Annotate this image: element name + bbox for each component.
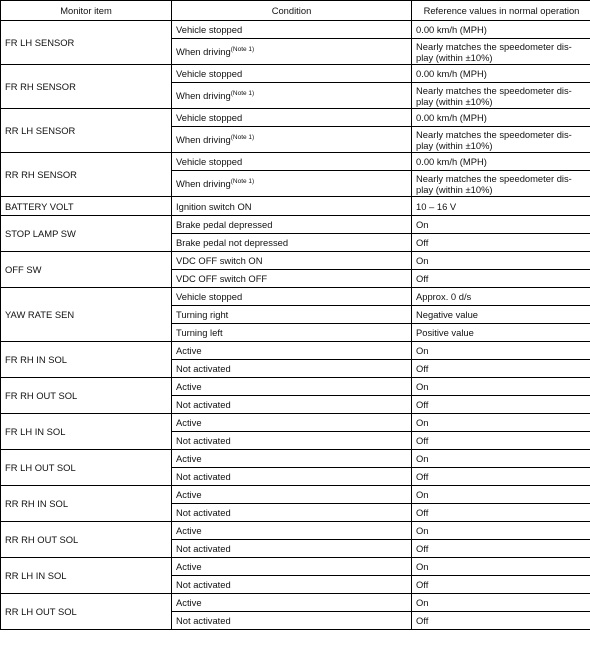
condition-note: (Note 1) (230, 178, 255, 185)
reference-value-cell: Off (412, 432, 590, 450)
header-monitor-item: Monitor item (1, 1, 172, 21)
condition-text: Ignition switch ON (176, 200, 252, 212)
table-row (1, 109, 590, 127)
condition-cell (172, 360, 412, 378)
condition-cell (172, 522, 412, 540)
monitor-item-cell: FR RH OUT SOL (1, 378, 172, 414)
condition-text: Active (176, 489, 202, 500)
table-row (1, 252, 590, 270)
reference-value-cell: On (412, 252, 590, 270)
monitor-item-cell: FR RH SENSOR (1, 65, 172, 109)
condition-cell (172, 83, 412, 109)
condition-cell (172, 306, 412, 324)
reference-value-cell: Off (412, 612, 590, 630)
condition-cell (172, 65, 412, 83)
condition-cell (172, 216, 412, 234)
reference-value-cell: Nearly matches the speedometer dis-play (within ±10%) (412, 171, 590, 197)
condition-text: Not activated (176, 543, 231, 554)
reference-value-cell: 0.00 km/h (MPH) (412, 153, 590, 171)
table-row (1, 558, 590, 576)
reference-value-cell: Nearly matches the speedometer dis-play (within ±10%) (412, 127, 590, 153)
condition-text: Active (176, 417, 202, 428)
condition-text: Not activated (176, 471, 231, 482)
table-row (1, 216, 590, 234)
condition-cell (172, 612, 412, 630)
condition-text: Brake pedal depressed (176, 219, 273, 230)
reference-value-cell: On (412, 414, 590, 432)
condition-cell (172, 153, 412, 171)
condition-cell (172, 109, 412, 127)
reference-value-cell: On (412, 594, 590, 612)
reference-value-cell: Off (412, 396, 590, 414)
condition-cell (172, 252, 412, 270)
condition-text: Active (176, 597, 202, 608)
condition-cell (172, 594, 412, 612)
reference-value-cell: On (412, 216, 590, 234)
condition-text: Active (176, 561, 202, 572)
header-reference-values: Reference values in normal operation (412, 1, 590, 21)
condition-text: When driving (176, 46, 231, 57)
reference-value-cell: 0.00 km/h (MPH) (412, 21, 590, 39)
table-row (1, 197, 590, 216)
reference-value-cell: Off (412, 576, 590, 594)
reference-value-cell: Off (412, 504, 590, 522)
condition-text: Not activated (176, 435, 231, 446)
table-row (1, 378, 590, 396)
monitor-item-cell: RR LH SENSOR (1, 109, 172, 153)
condition-cell (172, 197, 412, 216)
reference-value-cell: On (412, 450, 590, 468)
condition-cell (172, 270, 412, 288)
condition-cell (172, 21, 412, 39)
condition-note: (Note 1) (230, 134, 255, 141)
condition-text: Not activated (176, 363, 231, 374)
condition-text: Not activated (176, 579, 231, 590)
table-header-row (1, 1, 590, 21)
reference-value-cell: On (412, 342, 590, 360)
table-row (1, 153, 590, 171)
monitor-item-cell: BATTERY VOLT (1, 197, 172, 216)
condition-text: VDC OFF switch ON (176, 255, 263, 266)
monitor-item-cell: RR LH OUT SOL (1, 594, 172, 630)
condition-cell (172, 127, 412, 153)
condition-text: Vehicle stopped (176, 24, 243, 35)
condition-text: VDC OFF switch OFF (176, 273, 268, 284)
condition-cell (172, 450, 412, 468)
condition-text: Turning right (176, 309, 229, 320)
table-row (1, 288, 590, 306)
condition-cell (172, 432, 412, 450)
monitor-item-cell: RR RH OUT SOL (1, 522, 172, 558)
condition-cell (172, 342, 412, 360)
table-row (1, 65, 590, 83)
condition-text: When driving (176, 134, 231, 145)
condition-text: Not activated (176, 615, 231, 626)
reference-value-cell: Nearly matches the speedometer dis-play (within ±10%) (412, 39, 590, 65)
condition-note: (Note 1) (230, 46, 255, 53)
condition-cell (172, 324, 412, 342)
condition-text: Active (176, 453, 202, 464)
reference-value-cell: Nearly matches the speedometer dis-play (within ±10%) (412, 83, 590, 109)
reference-value-cell: 0.00 km/h (MPH) (412, 65, 590, 83)
condition-cell (172, 396, 412, 414)
table-body (1, 21, 590, 630)
reference-value-cell: Off (412, 360, 590, 378)
condition-text: Not activated (176, 507, 231, 518)
condition-cell (172, 414, 412, 432)
condition-cell (172, 486, 412, 504)
reference-value-cell: Approx. 0 d/s (412, 288, 590, 306)
reference-value-cell: Negative value (412, 306, 590, 324)
monitor-item-cell: FR LH IN SOL (1, 414, 172, 450)
table-row (1, 21, 590, 39)
condition-note: (Note 1) (230, 90, 255, 97)
table-row (1, 486, 590, 504)
condition-cell (172, 558, 412, 576)
reference-value-cell: 10 – 16 V (412, 197, 590, 216)
monitor-item-cell: FR LH SENSOR (1, 21, 172, 65)
condition-cell (172, 234, 412, 252)
condition-text: Not activated (176, 399, 231, 410)
condition-text: When driving (176, 90, 231, 101)
monitor-item-cell: STOP LAMP SW (1, 216, 172, 252)
condition-cell (172, 39, 412, 65)
reference-value-cell: On (412, 378, 590, 396)
condition-text: Turning left (176, 327, 223, 338)
condition-cell (172, 540, 412, 558)
condition-cell (172, 378, 412, 396)
condition-text: Vehicle stopped (176, 156, 243, 167)
reference-value-cell: Off (412, 540, 590, 558)
condition-text: Active (176, 525, 202, 536)
reference-value-cell: Off (412, 234, 590, 252)
table-row (1, 414, 590, 432)
monitor-item-cell: RR RH SENSOR (1, 153, 172, 197)
header-condition: Condition (172, 1, 412, 21)
reference-value-cell: On (412, 486, 590, 504)
reference-value-cell: Positive value (412, 324, 590, 342)
reference-value-cell: Off (412, 270, 590, 288)
reference-value-cell: On (412, 558, 590, 576)
reference-value-cell: 0.00 km/h (MPH) (412, 109, 590, 127)
condition-text: Brake pedal not depressed (176, 237, 289, 248)
table-row (1, 342, 590, 360)
monitor-item-cell: YAW RATE SEN (1, 288, 172, 342)
condition-cell (172, 576, 412, 594)
condition-text: Vehicle stopped (176, 68, 243, 79)
table-row (1, 594, 590, 612)
condition-cell (172, 468, 412, 486)
table-row (1, 522, 590, 540)
monitor-item-cell: RR LH IN SOL (1, 558, 172, 594)
monitor-item-cell: FR LH OUT SOL (1, 450, 172, 486)
condition-text: Active (176, 345, 202, 356)
reference-value-cell: Off (412, 468, 590, 486)
condition-cell (172, 504, 412, 522)
monitor-item-cell: RR RH IN SOL (1, 486, 172, 522)
condition-cell (172, 171, 412, 197)
condition-text: Vehicle stopped (176, 291, 243, 302)
condition-text: When driving (176, 178, 231, 189)
reference-value-cell: On (412, 522, 590, 540)
condition-cell (172, 288, 412, 306)
monitor-item-cell: FR RH IN SOL (1, 342, 172, 378)
condition-text: Vehicle stopped (176, 112, 243, 123)
table-row (1, 450, 590, 468)
monitor-item-cell: OFF SW (1, 252, 172, 288)
condition-text: Active (176, 381, 202, 392)
